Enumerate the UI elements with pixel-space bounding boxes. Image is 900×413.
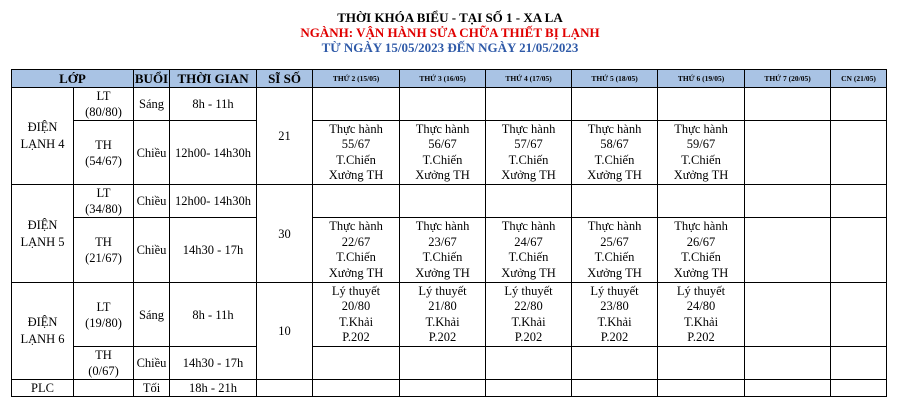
class-name-cell: ĐIỆN LẠNH 6 bbox=[12, 283, 74, 380]
class-name-cell: ĐIỆN LẠNH 4 bbox=[12, 88, 74, 185]
col-header-day: THỨ 3 (16/05) bbox=[400, 70, 486, 88]
day-cell bbox=[831, 218, 887, 283]
day-cell: Thực hành 56/67 T.Chiến Xưởng TH bbox=[400, 121, 486, 185]
day-cell bbox=[658, 347, 745, 380]
time-cell: 12h00- 14h30h bbox=[170, 121, 257, 185]
session-type-cell: TH (54/67) bbox=[74, 121, 134, 185]
day-cell: Thực hành 23/67 T.Chiến Xưởng TH bbox=[400, 218, 486, 283]
day-cell bbox=[831, 380, 887, 397]
col-header-thoi-gian: THỜI GIAN bbox=[170, 70, 257, 88]
si-so-cell: 21 bbox=[257, 88, 313, 185]
day-cell bbox=[486, 88, 572, 121]
si-so-cell: 10 bbox=[257, 283, 313, 380]
title-line-1: THỜI KHÓA BIỂU - TẠI SỐ 1 - XA LA bbox=[337, 10, 563, 25]
day-cell bbox=[400, 88, 486, 121]
day-cell bbox=[572, 347, 658, 380]
day-cell bbox=[658, 185, 745, 218]
buoi-cell: Sáng bbox=[134, 88, 170, 121]
day-cell bbox=[831, 185, 887, 218]
session-type-cell: LT (19/80) bbox=[74, 283, 134, 347]
session-type-cell: TH (21/67) bbox=[74, 218, 134, 283]
day-cell bbox=[572, 380, 658, 397]
day-cell bbox=[313, 347, 400, 380]
day-cell bbox=[745, 218, 831, 283]
title-line-3: TỪ NGÀY 15/05/2023 ĐẾN NGÀY 21/05/2023 bbox=[321, 40, 579, 55]
table-row bbox=[12, 347, 887, 380]
day-cell: Thực hành 26/67 T.Chiến Xưởng TH bbox=[658, 218, 745, 283]
col-header-lop: LỚP bbox=[12, 70, 134, 88]
session-type-cell: LT (80/80) bbox=[74, 88, 134, 121]
buoi-cell: Chiều bbox=[134, 218, 170, 283]
day-cell bbox=[313, 380, 400, 397]
day-cell: Thực hành 57/67 T.Chiến Xưởng TH bbox=[486, 121, 572, 185]
day-cell: Thực hành 24/67 T.Chiến Xưởng TH bbox=[486, 218, 572, 283]
day-cell bbox=[572, 88, 658, 121]
time-cell: 12h00- 14h30h bbox=[170, 185, 257, 218]
time-cell: 14h30 - 17h bbox=[170, 347, 257, 380]
day-cell: Lý thuyết 23/80 T.Khải P.202 bbox=[572, 283, 658, 347]
col-header-si-so: SĨ SỐ bbox=[257, 70, 313, 88]
buoi-cell: Chiều bbox=[134, 121, 170, 185]
buoi-cell: Sáng bbox=[134, 283, 170, 347]
day-cell: Lý thuyết 20/80 T.Khải P.202 bbox=[313, 283, 400, 347]
day-cell bbox=[831, 121, 887, 185]
day-cell bbox=[745, 347, 831, 380]
session-type-cell bbox=[74, 380, 134, 397]
day-cell: Thực hành 55/67 T.Chiến Xưởng TH bbox=[313, 121, 400, 185]
day-cell bbox=[831, 88, 887, 121]
day-cell: Lý thuyết 22/80 T.Khải P.202 bbox=[486, 283, 572, 347]
time-cell: 18h - 21h bbox=[170, 380, 257, 397]
day-cell bbox=[572, 185, 658, 218]
col-header-day: THỨ 2 (15/05) bbox=[313, 70, 400, 88]
day-cell bbox=[400, 347, 486, 380]
time-cell: 8h - 11h bbox=[170, 88, 257, 121]
day-cell bbox=[831, 347, 887, 380]
col-header-day: THỨ 6 (19/05) bbox=[658, 70, 745, 88]
table-row bbox=[12, 88, 887, 121]
col-header-buoi: BUỔI bbox=[134, 70, 169, 86]
timetable bbox=[11, 69, 887, 397]
day-cell bbox=[658, 88, 745, 121]
col-header-day: THỨ 5 (18/05) bbox=[572, 70, 658, 88]
day-cell: Thực hành 58/67 T.Chiến Xưởng TH bbox=[572, 121, 658, 185]
si-so-cell bbox=[257, 380, 313, 397]
day-cell: Thực hành 59/67 T.Chiến Xưởng TH bbox=[658, 121, 745, 185]
si-so-cell: 30 bbox=[257, 185, 313, 283]
day-cell bbox=[486, 380, 572, 397]
time-cell: 8h - 11h bbox=[170, 283, 257, 347]
table-row bbox=[12, 185, 887, 218]
buoi-cell: Tối bbox=[134, 380, 170, 397]
table-row bbox=[12, 380, 887, 397]
col-header-day: THỨ 4 (17/05) bbox=[486, 70, 572, 88]
table-row bbox=[12, 218, 887, 283]
buoi-cell: Chiều bbox=[134, 347, 170, 380]
day-cell bbox=[745, 185, 831, 218]
col-header-day: THỨ 7 (20/05) bbox=[745, 70, 831, 88]
day-cell bbox=[313, 185, 400, 218]
session-type-cell: TH (0/67) bbox=[74, 347, 134, 380]
table-row bbox=[12, 283, 887, 347]
day-cell: Lý thuyết 24/80 T.Khải P.202 bbox=[658, 283, 745, 347]
day-cell: Thực hành 25/67 T.Chiến Xưởng TH bbox=[572, 218, 658, 283]
day-cell bbox=[745, 88, 831, 121]
col-header-day: CN (21/05) bbox=[831, 70, 887, 88]
day-cell bbox=[745, 121, 831, 185]
day-cell bbox=[486, 185, 572, 218]
class-name-cell: PLC bbox=[12, 380, 74, 397]
header-row bbox=[12, 70, 887, 88]
day-cell bbox=[745, 380, 831, 397]
class-name-cell: ĐIỆN LẠNH 5 bbox=[12, 185, 74, 283]
day-cell bbox=[400, 380, 486, 397]
day-cell bbox=[831, 283, 887, 347]
day-cell: Thực hành 22/67 T.Chiến Xưởng TH bbox=[313, 218, 400, 283]
session-type-cell: LT (34/80) bbox=[74, 185, 134, 218]
title-line-2: NGÀNH: VẬN HÀNH SỬA CHỮA THIẾT BỊ LẠNH bbox=[300, 25, 600, 40]
day-cell bbox=[658, 380, 745, 397]
table-row bbox=[12, 121, 887, 185]
day-cell bbox=[313, 88, 400, 121]
day-cell bbox=[400, 185, 486, 218]
time-cell: 14h30 - 17h bbox=[170, 218, 257, 283]
day-cell bbox=[486, 347, 572, 380]
day-cell: Lý thuyết 21/80 T.Khải P.202 bbox=[400, 283, 486, 347]
day-cell bbox=[745, 283, 831, 347]
buoi-cell: Chiều bbox=[134, 185, 170, 218]
